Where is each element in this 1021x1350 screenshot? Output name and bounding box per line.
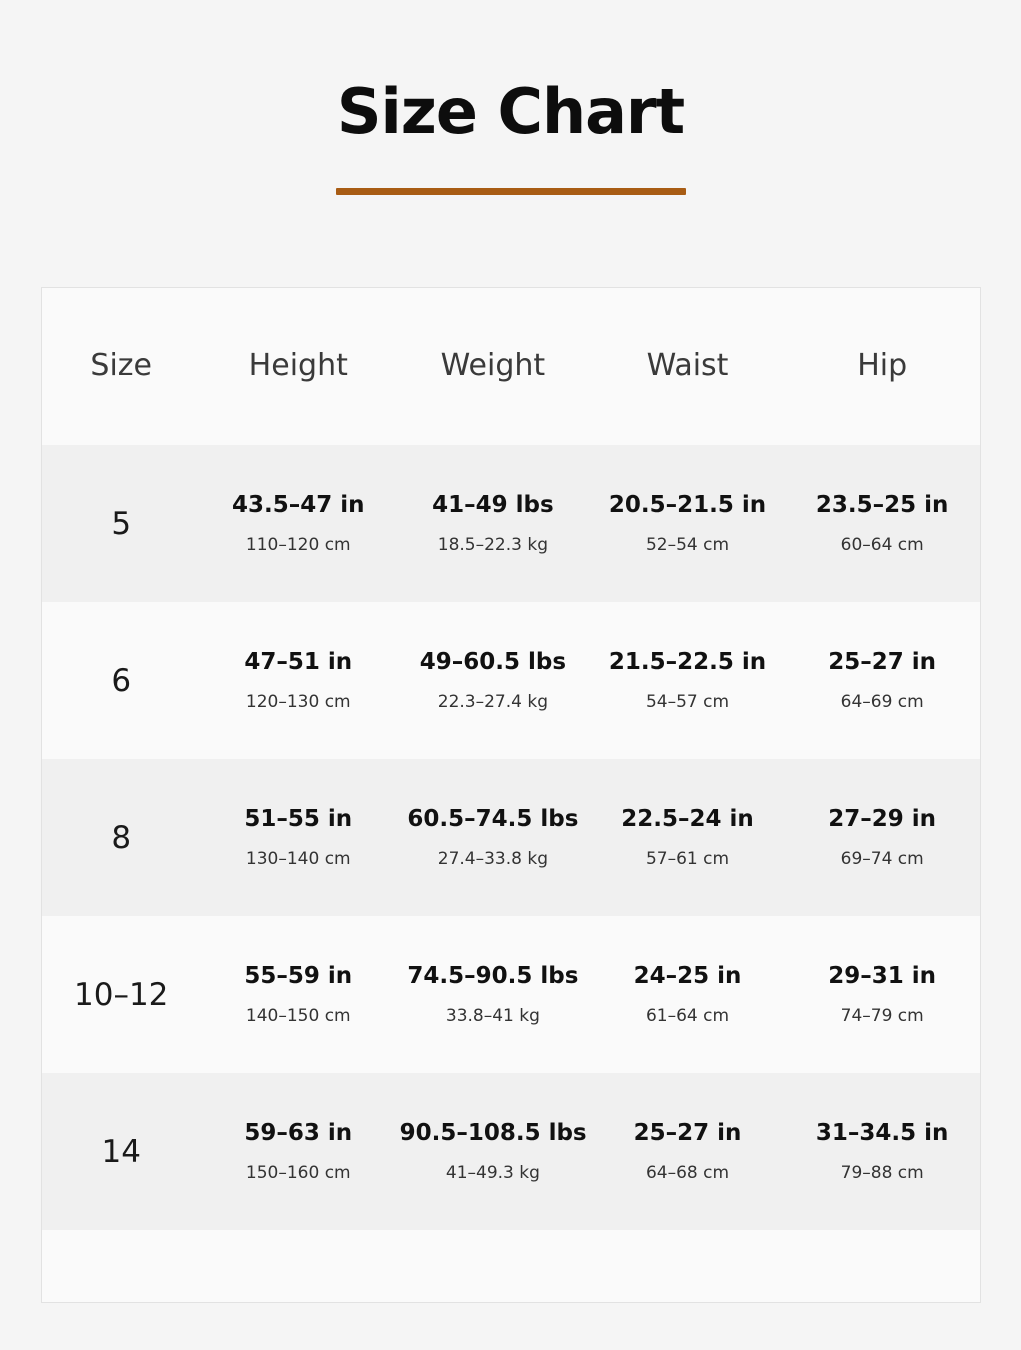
- value-imperial: 22.5–24 in: [621, 805, 754, 832]
- cell-size: 8: [111, 819, 132, 856]
- value-metric: 64–68 cm: [645, 1163, 730, 1184]
- cell-size: 5: [111, 505, 132, 542]
- value-metric: 69–74 cm: [840, 849, 924, 870]
- value-metric: 74–79 cm: [840, 1006, 924, 1027]
- cell-hip: [785, 916, 980, 1073]
- value-metric: 57–61 cm: [645, 849, 730, 870]
- cell-height: [201, 1073, 396, 1230]
- value-imperial: 23.5–25 in: [815, 491, 949, 518]
- value-imperial: 47–51 in: [244, 648, 353, 675]
- cell-waist: [590, 445, 785, 602]
- value-metric: 130–140 cm: [245, 849, 351, 870]
- cell-waist: [590, 602, 785, 759]
- value-imperial: 60.5–74.5 lbs: [407, 805, 579, 832]
- column-header-waist: Waist: [590, 288, 785, 445]
- size-chart-table: [42, 288, 980, 1302]
- column-header-height: Height: [201, 288, 396, 445]
- cell-weight: [396, 916, 591, 1073]
- cell-height: [201, 445, 396, 602]
- value-metric: 33.8–41 kg: [445, 1006, 540, 1027]
- title-underline: [336, 188, 686, 195]
- column-header-hip: Hip: [785, 288, 980, 445]
- cell-height: [201, 759, 396, 916]
- value-imperial: 59–63 in: [244, 1119, 353, 1146]
- footer-row: [42, 1230, 980, 1302]
- cell-size: 14: [101, 1133, 141, 1170]
- table-body: [42, 445, 980, 1230]
- cell-height: [201, 602, 396, 759]
- value-imperial: 20.5–21.5 in: [608, 491, 767, 518]
- cell-weight: [396, 1073, 591, 1230]
- footer-cell: [42, 1230, 980, 1302]
- value-metric: 64–69 cm: [840, 692, 924, 713]
- value-imperial: 51–55 in: [244, 805, 353, 832]
- cell-height: [201, 916, 396, 1073]
- cell-waist: [590, 759, 785, 916]
- cell-weight: [396, 445, 591, 602]
- column-header-size: Size: [42, 288, 201, 445]
- cell-size: 6: [111, 662, 132, 699]
- value-metric: 41–49.3 kg: [445, 1163, 540, 1184]
- value-imperial: 25–27 in: [828, 648, 937, 675]
- cell-hip: [785, 1073, 980, 1230]
- size-chart-card: [41, 287, 981, 1303]
- table-row: [42, 1073, 980, 1230]
- value-imperial: 90.5–108.5 lbs: [399, 1119, 587, 1146]
- table-header-row: [42, 288, 980, 445]
- table-row: [42, 916, 980, 1073]
- value-imperial: 29–31 in: [828, 962, 937, 989]
- value-imperial: 25–27 in: [633, 1119, 742, 1146]
- cell-weight: [396, 759, 591, 916]
- cell-hip: [785, 759, 980, 916]
- value-metric: 18.5–22.3 kg: [437, 535, 549, 556]
- value-metric: 140–150 cm: [245, 1006, 351, 1027]
- cell-hip: [785, 602, 980, 759]
- value-metric: 120–130 cm: [245, 692, 351, 713]
- value-imperial: 31–34.5 in: [815, 1119, 949, 1146]
- table-row: [42, 759, 980, 916]
- value-metric: 61–64 cm: [645, 1006, 730, 1027]
- value-imperial: 27–29 in: [828, 805, 937, 832]
- value-metric: 54–57 cm: [645, 692, 730, 713]
- value-imperial: 43.5–47 in: [232, 491, 365, 518]
- value-metric: 150–160 cm: [245, 1163, 351, 1184]
- table-row: [42, 445, 980, 602]
- value-imperial: 55–59 in: [244, 962, 353, 989]
- value-metric: 27.4–33.8 kg: [437, 849, 549, 870]
- column-header-weight: Weight: [396, 288, 591, 445]
- table-header: [42, 288, 980, 445]
- page-title: Size Chart: [336, 75, 685, 148]
- value-metric: 22.3–27.4 kg: [437, 692, 549, 713]
- cell-size: 10–12: [74, 976, 169, 1013]
- value-imperial: 24–25 in: [633, 962, 742, 989]
- value-metric: 52–54 cm: [645, 535, 730, 556]
- cell-waist: [590, 916, 785, 1073]
- value-imperial: 21.5–22.5 in: [608, 648, 767, 675]
- value-metric: 60–64 cm: [840, 535, 924, 556]
- value-imperial: 49–60.5 lbs: [419, 648, 567, 675]
- value-metric: 79–88 cm: [840, 1163, 924, 1184]
- value-metric: 110–120 cm: [245, 535, 351, 556]
- cell-weight: [396, 602, 591, 759]
- value-imperial: 74.5–90.5 lbs: [407, 962, 579, 989]
- table-footer-spacer: [42, 1230, 980, 1302]
- table-row: [42, 602, 980, 759]
- cell-waist: [590, 1073, 785, 1230]
- value-imperial: 41–49 lbs: [432, 491, 554, 518]
- cell-hip: [785, 445, 980, 602]
